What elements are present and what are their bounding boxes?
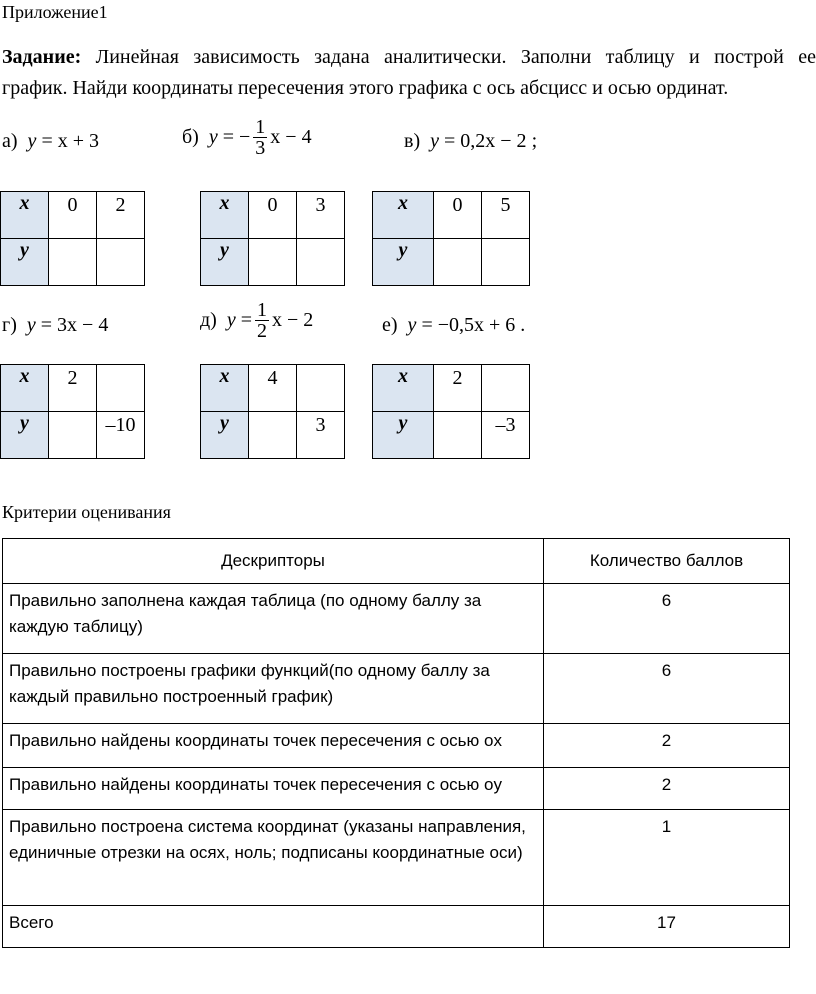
equation-a: а) y = x + 3: [2, 130, 99, 152]
equation-v: в) y = 0,2x − 2 ;: [404, 130, 538, 152]
task-text: [2, 42, 816, 104]
criteria-title: Критерии оценивания: [2, 502, 171, 522]
table-row: Правильно заполнена каждая таблица (по одному баллу за каждую таблицу) 6: [3, 584, 790, 654]
table-row: Правильно найдены координаты точек пересечения с осью оx 2: [3, 724, 790, 768]
table-row: Правильно найдены координаты точек пересечения с осью оy 2: [3, 768, 790, 810]
equation-b: б) y = − $\frac{1}{3}$ x − 4: [182, 116, 312, 159]
table-row: Всего 17: [3, 906, 790, 948]
task-line1: Линейная зависимость задана аналитически. Заполни таблицу и построй ее: [95, 46, 816, 68]
header-points: Количество баллов: [544, 539, 790, 584]
value-table-v: x 0 5 y: [372, 191, 530, 286]
table-row: Правильно построена система координат (указаны направления, единичные отрезки на осях, ноль; подписаны координатные оси) 1: [3, 810, 790, 906]
task-label: Задание:: [2, 46, 82, 68]
equation-g: г) y = 3x − 4: [2, 314, 109, 336]
task-line2: график. Найди координаты пересечения этого графика с ось абсцисс и осью ординат.: [2, 77, 729, 99]
value-table-b: x 0 3 y: [200, 191, 345, 286]
value-table-g: x 2 y –10: [0, 364, 145, 459]
value-table-d: x 4 y 3: [200, 364, 345, 459]
appendix-label: Приложение1: [2, 2, 108, 22]
equation-d: д) y = $\frac{1}{2}$ x − 2: [200, 299, 314, 342]
value-table-a: x 0 2 y: [0, 191, 145, 286]
criteria-table: [2, 538, 790, 948]
equation-e: е) y = −0,5x + 6 .: [382, 314, 526, 336]
value-table-e: x 2 y –3: [372, 364, 530, 459]
table-row: Правильно построены графики функций(по одному баллу за каждый правильно построенный график) 6: [3, 654, 790, 724]
header-descriptors: Дескрипторы: [3, 539, 544, 584]
